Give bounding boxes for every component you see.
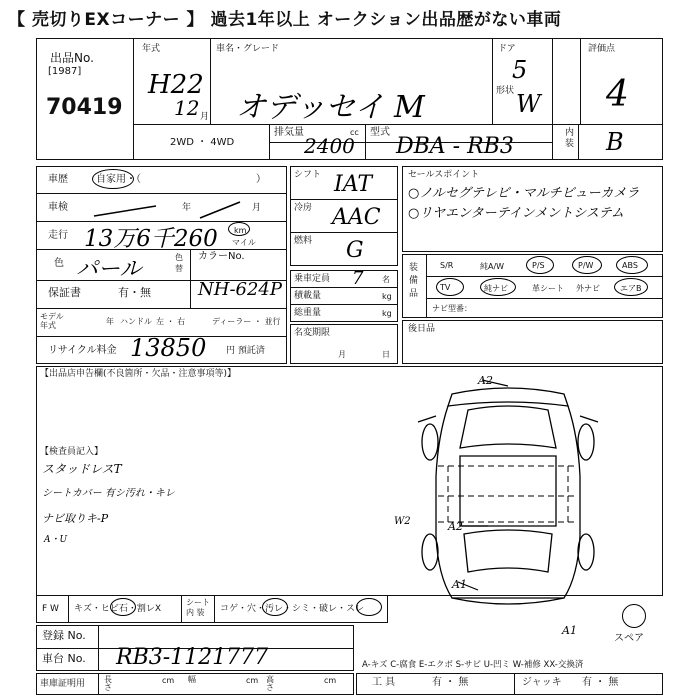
year-value: H22 — [148, 70, 204, 100]
equipment-row2-item-3: 外ナビ — [576, 284, 600, 293]
diagram-mark-a1-bottom: A1 — [562, 624, 577, 637]
history-label: 車歴 — [48, 174, 68, 185]
inspector-label: 【検査員記入】 — [40, 447, 104, 457]
cooler-value: AAC — [332, 205, 381, 230]
interior-value: B — [606, 128, 624, 156]
shape-label: 形状 — [496, 86, 515, 96]
sales-points-label: セールスポイント — [408, 170, 480, 180]
certificate-item-2: 高さ — [266, 675, 274, 692]
after-fit-box — [402, 320, 663, 364]
certificate-item-1: 幅 — [188, 675, 196, 684]
mileage-value: 13万6千260 — [84, 226, 218, 252]
equipment-row1-item-4: ABS — [622, 261, 638, 270]
inspector-note-4: A・U — [44, 535, 68, 545]
handle-options: 左 ・ 右 — [156, 317, 186, 326]
inspection-year-unit: 年 — [182, 203, 192, 213]
ps-circle — [526, 256, 554, 274]
gross-label: 総重量 — [294, 308, 322, 318]
mileage-label: 走行 — [48, 230, 68, 241]
diagram-mark-a2-side: A2 — [448, 520, 463, 533]
lot-number: 70419 — [46, 95, 123, 120]
repaint-label: 色替 — [175, 253, 183, 273]
equipment-row1-item-1: 純A/W — [480, 262, 505, 271]
fw-chip-circle — [110, 598, 136, 616]
recycle-unit: 円 預託済 — [226, 346, 265, 356]
recycle-label: リサイクル料金 — [48, 345, 117, 356]
recycle-value: 13850 — [130, 334, 207, 362]
car-name-value: オデッセイ M — [236, 90, 425, 125]
load-label: 積載量 — [294, 291, 322, 301]
fuel-label: 燃料 — [294, 236, 313, 246]
name-change-label: 名変期限 — [294, 328, 331, 338]
doors-label: ドア — [498, 44, 516, 54]
tools-options: 有 ・ 無 — [432, 677, 469, 688]
equipment-row2-item-0: TV — [440, 283, 451, 292]
lot-small-number: [1987] — [48, 66, 82, 77]
capacity-value: 7 — [352, 268, 364, 289]
displacement-label: 排気量 — [274, 127, 304, 138]
seat-label-a: シート — [186, 598, 210, 607]
diagram-mark-a1-front: A1 — [452, 578, 467, 591]
navi-model-label: ナビ型番： — [432, 304, 472, 313]
history-options: 自家用・（ — [96, 174, 141, 185]
equipment-row2-item-4: エアB — [620, 284, 642, 293]
sales-point-line-1: ○ノルセグテレビ・マルチビューカメラ — [408, 186, 640, 201]
score-label: 評価点 — [588, 44, 616, 54]
seat-wear-circle — [356, 598, 382, 616]
navi-circle — [480, 278, 516, 296]
jack-label: ジャッキ — [522, 677, 562, 688]
drive-label: 2WD ・ 4WD — [170, 137, 235, 148]
load-unit: kg — [382, 292, 392, 301]
year-month-unit: 月 — [200, 112, 210, 122]
fw-label: F W — [42, 604, 59, 614]
year-month: 12 — [174, 96, 200, 120]
color-no-label: カラーNo. — [198, 251, 245, 262]
mileage-unit-km: km — [234, 226, 247, 235]
car-body-diagram — [408, 376, 608, 616]
abs-circle — [616, 256, 648, 274]
fuel-value: G — [346, 238, 364, 263]
displacement-unit: cc — [350, 128, 359, 137]
score-value: 4 — [606, 74, 629, 115]
color-no-value: NH-624P — [198, 279, 282, 300]
model-type-label: 型式 — [370, 127, 390, 138]
capacity-label: 乗車定員 — [294, 274, 331, 284]
warranty-label: 保証書 — [48, 286, 81, 299]
inspector-note-2: シートカバー 有シ汚れ・キレ — [42, 488, 175, 499]
car-name-label: 車名・グレード — [216, 44, 280, 54]
mileage-unit-mile: マイル — [232, 238, 256, 247]
certificate-item-0: 長さ — [104, 675, 112, 692]
shift-label: シフト — [294, 170, 322, 180]
year-label: 年式 — [142, 44, 161, 54]
certificate-unit-0: cm — [162, 676, 175, 685]
jack-options: 有 ・ 無 — [582, 677, 619, 688]
seat-label-b: 内 装 — [186, 608, 205, 617]
displacement-value: 2400 — [304, 134, 355, 158]
cooler-label: 冷房 — [294, 203, 313, 213]
inspection-month-unit: 月 — [252, 203, 262, 213]
chassis-value: RB3-1121777 — [116, 645, 269, 670]
equipment-row1-item-2: P/S — [532, 261, 545, 270]
inspection-dash-strokes — [90, 196, 250, 222]
after-fit-label: 後日品 — [408, 324, 436, 334]
handle-label: ハンドル — [120, 317, 152, 326]
certificate-unit-2: cm — [324, 676, 337, 685]
name-change-month: 月 — [338, 350, 346, 359]
shape-value: W — [516, 90, 541, 118]
dealer-label: ディーラー ・ 並行 — [212, 317, 281, 326]
spare-label: スペア — [614, 633, 644, 644]
capacity-unit: 名 — [382, 275, 390, 284]
fw-items: キズ・ヒビ石・割レX — [74, 604, 161, 614]
header-title: 【 売切りEXコーナー 】 過去1年以上 オークション出品歴がない車両 — [8, 10, 562, 30]
equipment-row1-item-3: P/W — [578, 261, 594, 270]
gross-unit: kg — [382, 309, 392, 318]
seat-dirt-circle — [262, 598, 288, 616]
inspection-label: 車検 — [48, 202, 68, 213]
doors-value: 5 — [512, 56, 528, 84]
declaration-label: 【出品店申告欄(不良箇所・欠品・注意事項等)】 — [40, 369, 237, 379]
model-year-label-b: 年式 — [40, 321, 56, 330]
warranty-options: 有・無 — [118, 286, 151, 299]
tools-label: 工 具 — [372, 677, 396, 688]
airbag-circle — [614, 278, 648, 296]
history-close: ） — [256, 174, 266, 185]
lot-label: 出品No. — [50, 51, 94, 65]
equipment-row2-item-2: 革シート — [532, 284, 564, 293]
shift-value: IAT — [334, 172, 373, 197]
pw-circle — [572, 256, 602, 274]
diagram-mark-w2: W2 — [394, 516, 411, 527]
model-year-year-unit: 年 — [106, 317, 114, 326]
equipment-label: 装備品 — [409, 263, 419, 299]
diagram-mark-a2-top: A2 — [478, 374, 493, 387]
tv-circle — [436, 278, 464, 296]
certificate-unit-1: cm — [246, 676, 259, 685]
km-circle — [228, 222, 250, 236]
damage-legend: A-キズ C-腐食 E-エクボ S-サビ U-凹ミ W-補修 XX-交換済 — [362, 660, 584, 670]
model-year-label-a: モデル — [40, 312, 64, 321]
chassis-label: 車台 No. — [42, 652, 86, 665]
sales-point-line-2: ○リヤエンターテインメントシステム — [408, 206, 624, 221]
equipment-row2-item-1: 純ナビ — [484, 284, 508, 293]
equipment-row1-item-0: S/R — [440, 261, 454, 270]
name-change-day: 日 — [382, 350, 390, 359]
color-label: 色 — [54, 258, 64, 269]
model-type-value: DBA - RB3 — [396, 134, 514, 159]
color-value: パール — [76, 257, 142, 282]
registration-label: 登録 No. — [42, 629, 86, 642]
inspector-note-1: スタッドレスT — [42, 462, 122, 476]
seat-items: コゲ・穴・汚レ・シミ・破レ・スレ — [220, 604, 365, 614]
inspector-note-3: ナビ取りキ-P — [42, 512, 109, 525]
certificate-label: 車庫証明用 — [40, 679, 86, 689]
spare-tire-circle — [622, 604, 646, 628]
private-use-circle — [92, 169, 134, 189]
interior-label: 内装 — [565, 128, 575, 149]
